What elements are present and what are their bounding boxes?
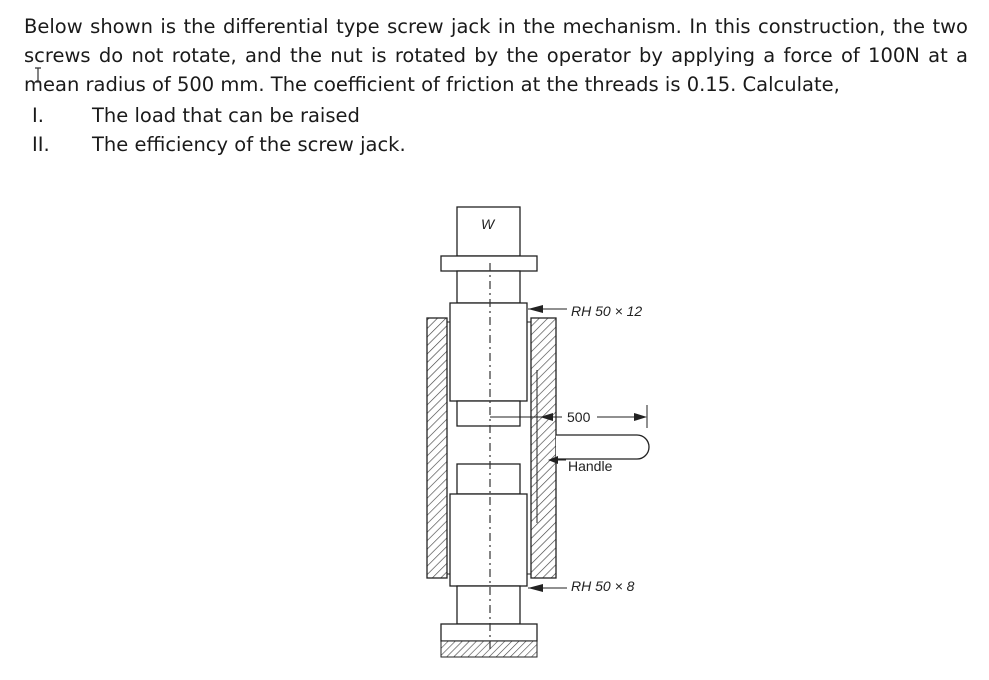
- ground-hatching: [441, 641, 537, 657]
- nut-wall-right: [531, 318, 556, 578]
- lower-screw-top: [457, 464, 520, 494]
- load-label: W: [481, 216, 495, 232]
- question-text: Below shown is the differential type screw jack in the mechanism. In this construction, the two screws do not rotate, and the nut is rotated by the operator by applying a force of 100N at a mean radius of 500 mm. The coefficient of friction at the threads is 0.15. Calculate,: [24, 15, 968, 96]
- handle-arm: [556, 435, 649, 459]
- question-item-text: The efficiency of the screw jack.: [92, 133, 406, 156]
- question-item-text: The load that can be raised: [92, 104, 360, 127]
- nut-wall-left: [427, 318, 447, 578]
- lower-screw: [441, 464, 537, 657]
- lower-thread-arrow: [528, 584, 543, 592]
- upper-screw-tip: [457, 401, 520, 426]
- upper-thread-label: RH 50 × 12: [571, 303, 643, 319]
- base-plate: [441, 624, 537, 641]
- question-item-number: I.: [32, 104, 44, 127]
- upper-screw-thread: [450, 303, 527, 401]
- radius-label: 500: [567, 409, 591, 425]
- upper-screw: [441, 207, 537, 426]
- upper-thread-arrow: [528, 305, 543, 313]
- lower-screw-thread: [450, 494, 527, 586]
- question-item-number: II.: [32, 133, 50, 156]
- handle-label: Handle: [568, 458, 613, 474]
- handle: [556, 435, 649, 459]
- load-platform: [441, 256, 537, 271]
- radius-arrow-right: [634, 413, 647, 421]
- upper-screw-stem: [457, 271, 520, 303]
- lower-thread-label: RH 50 × 8: [571, 578, 635, 594]
- lower-screw-stem: [457, 586, 520, 624]
